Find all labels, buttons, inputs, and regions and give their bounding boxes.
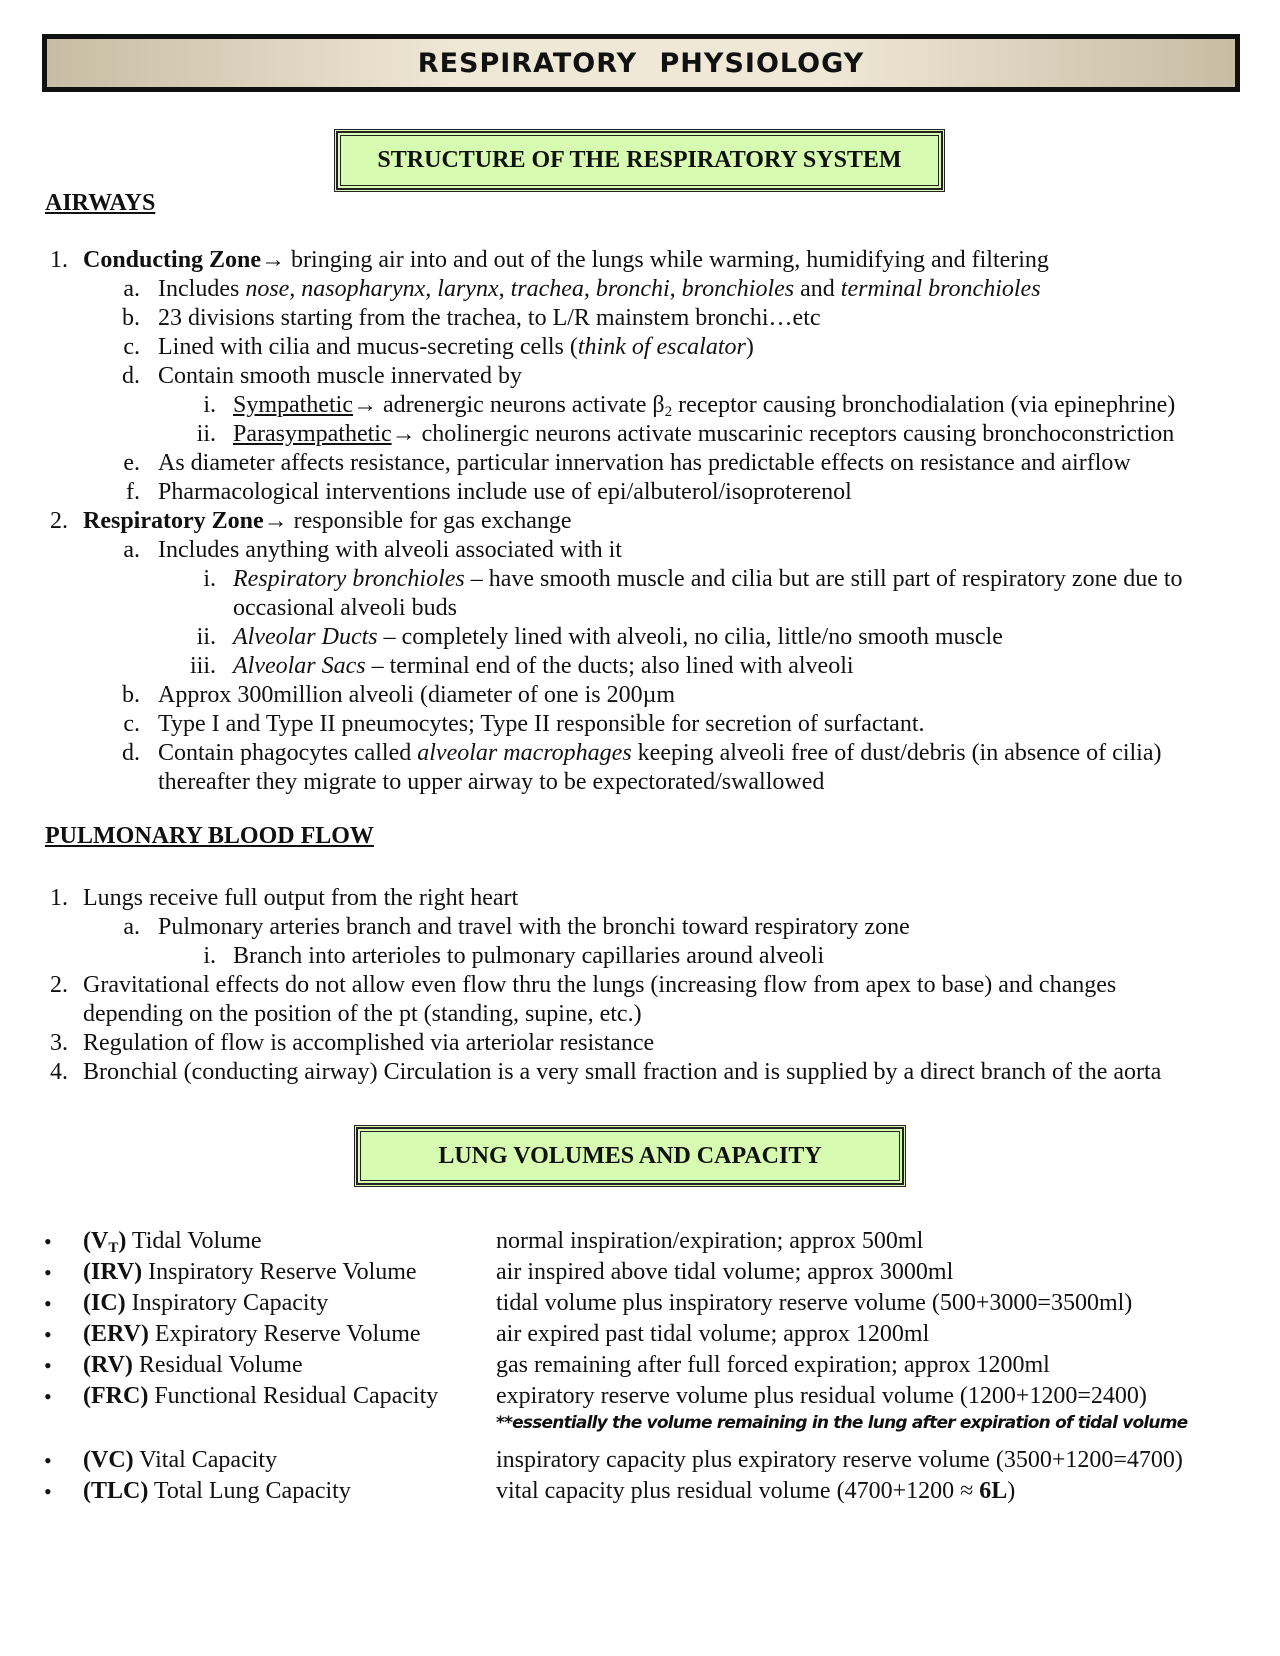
list-number: ii. — [196, 624, 216, 650]
list-number: e. — [123, 450, 140, 476]
list-number: 1. — [50, 885, 68, 911]
list-number: d. — [122, 363, 140, 389]
list-number: iii. — [189, 653, 216, 679]
list-item-continuation: occasional alveoli buds — [233, 595, 457, 621]
list-number: a. — [123, 276, 140, 302]
list-number: 2. — [50, 508, 68, 534]
list-number: 2. — [50, 972, 68, 998]
list-item: Pharmacological interventions include use of epi/albuterol/isoproterenol — [158, 479, 852, 505]
volume-description: air expired past tidal volume; approx 1200ml — [496, 1321, 930, 1347]
bullet: • — [44, 1260, 52, 1285]
list-item-continuation: thereafter they migrate to upper airway to be expectorated/swallowed — [158, 769, 825, 795]
list-number: b. — [122, 305, 140, 331]
volume-description: air inspired above tidal volume; approx 3000ml — [496, 1259, 954, 1285]
section-title-structure: STRUCTURE OF THE RESPIRATORY SYSTEM — [377, 147, 902, 173]
list-item: Includes anything with alveoli associated with it — [158, 537, 622, 563]
list-number: a. — [123, 537, 140, 563]
list-item: Conducting Zone→ bringing air into and out of the lungs while warming, humidifying and filtering — [83, 247, 1049, 273]
volume-description: gas remaining after full forced expiration; approx 1200ml — [496, 1352, 1050, 1378]
list-number: c. — [123, 711, 140, 737]
list-item: As diameter affects resistance, particular innervation has predictable effects on resistance and airflow — [158, 450, 1131, 476]
bullet: • — [44, 1291, 52, 1316]
frc-note: **essentially the volume remaining in the lung after expiration of tidal volume — [496, 1413, 1188, 1433]
section-title-lung-volumes: LUNG VOLUMES AND CAPACITY — [438, 1142, 822, 1169]
list-item: Alveolar Sacs – terminal end of the ducts; also lined with alveoli — [233, 653, 854, 679]
list-number: 3. — [50, 1030, 68, 1056]
volume-label: (FRC) Functional Residual Capacity — [83, 1383, 439, 1409]
volume-label: (ERV) Expiratory Reserve Volume — [83, 1321, 421, 1347]
list-item: Parasympathetic→ cholinergic neurons activate muscarinic receptors causing bronchoconstriction — [233, 421, 1175, 447]
list-item: Contain phagocytes called alveolar macrophages keeping alveoli free of dust/debris (in absence of cilia) — [158, 740, 1162, 766]
list-item: Branch into arterioles to pulmonary capillaries around alveoli — [233, 943, 825, 969]
volume-description: inspiratory capacity plus expiratory reserve volume (3500+1200=4700) — [496, 1447, 1183, 1473]
volume-description: vital capacity plus residual volume (4700+1200 ≈ 6L) — [496, 1478, 1016, 1504]
list-item: 23 divisions starting from the trachea, to L/R mainstem bronchi…etc — [158, 305, 821, 331]
list-number: 1. — [50, 247, 68, 273]
list-number: ii. — [196, 421, 216, 447]
bullet: • — [44, 1479, 52, 1504]
volume-label: (IRV) Inspiratory Reserve Volume — [83, 1259, 417, 1285]
section-box-structure — [334, 129, 945, 192]
volume-label: (RV) Residual Volume — [83, 1352, 303, 1378]
volume-label: (TLC) Total Lung Capacity — [83, 1478, 351, 1504]
list-number: 4. — [50, 1059, 68, 1085]
volume-label: (VC) Vital Capacity — [83, 1447, 278, 1473]
list-number: i. — [203, 943, 216, 969]
list-item: Alveolar Ducts – completely lined with alveoli, no cilia, little/no smooth muscle — [233, 624, 1003, 650]
list-number: f. — [126, 479, 140, 505]
bullet: • — [44, 1229, 52, 1254]
bullet: • — [44, 1448, 52, 1473]
list-item: Includes nose, nasopharynx, larynx, trachea, bronchi, bronchioles and terminal bronchioles — [158, 276, 1041, 302]
list-item: Gravitational effects do not allow even flow thru the lungs (increasing flow from apex to base) and changes — [83, 972, 1117, 998]
list-number: i. — [203, 566, 216, 592]
list-number: d. — [122, 740, 140, 766]
section-box-lung-volumes — [354, 1125, 906, 1187]
list-item: Bronchial (conducting airway) Circulation is a very small fraction and is supplied by a direct branch of the aorta — [83, 1059, 1162, 1085]
list-item-continuation: depending on the position of the pt (standing, supine, etc.) — [83, 1001, 642, 1027]
list-item: Respiratory Zone→ responsible for gas exchange — [83, 508, 572, 534]
list-item: Approx 300million alveoli (diameter of one is 200µm — [158, 682, 676, 708]
bullet: • — [44, 1322, 52, 1347]
volume-description: normal inspiration/expiration; approx 500ml — [496, 1228, 924, 1254]
list-item: Lined with cilia and mucus-secreting cells (think of escalator) — [158, 334, 754, 360]
list-item: Regulation of flow is accomplished via arteriolar resistance — [83, 1030, 655, 1056]
list-number: c. — [123, 334, 140, 360]
volume-description: tidal volume plus inspiratory reserve volume (500+3000=3500ml) — [496, 1290, 1133, 1316]
list-item: Contain smooth muscle innervated by — [158, 363, 522, 389]
list-item: Respiratory bronchioles – have smooth muscle and cilia but are still part of respiratory zone due to — [233, 566, 1183, 592]
volume-label: $(V_T)$ Tidal Volume — [83, 1228, 262, 1256]
volume-description: expiratory reserve volume plus residual volume (1200+1200=2400) — [496, 1383, 1147, 1409]
title-banner — [42, 34, 1240, 92]
list-number: b. — [122, 682, 140, 708]
heading-airways: AIRWAYS — [45, 190, 156, 216]
bullet: • — [44, 1384, 52, 1409]
list-item: Type I and Type II pneumocytes; Type II responsible for secretion of surfactant. — [158, 711, 925, 737]
volume-label: (IC) Inspiratory Capacity — [83, 1290, 329, 1316]
list-item: Pulmonary arteries branch and travel with the bronchi toward respiratory zone — [158, 914, 910, 940]
bullet: • — [44, 1353, 52, 1378]
list-number: i. — [203, 392, 216, 418]
list-item: Lungs receive full output from the right heart — [83, 885, 519, 911]
document-title: RESPIRATORY PHYSIOLOGY — [417, 47, 865, 79]
list-number: a. — [123, 914, 140, 940]
heading-pulmonary-blood-flow: PULMONARY BLOOD FLOW — [45, 823, 374, 849]
list-item: Sympathetic→ adrenergic neurons activate $\beta_2$ receptor causing bronchodialation (via epinephrine) — [233, 392, 1176, 420]
